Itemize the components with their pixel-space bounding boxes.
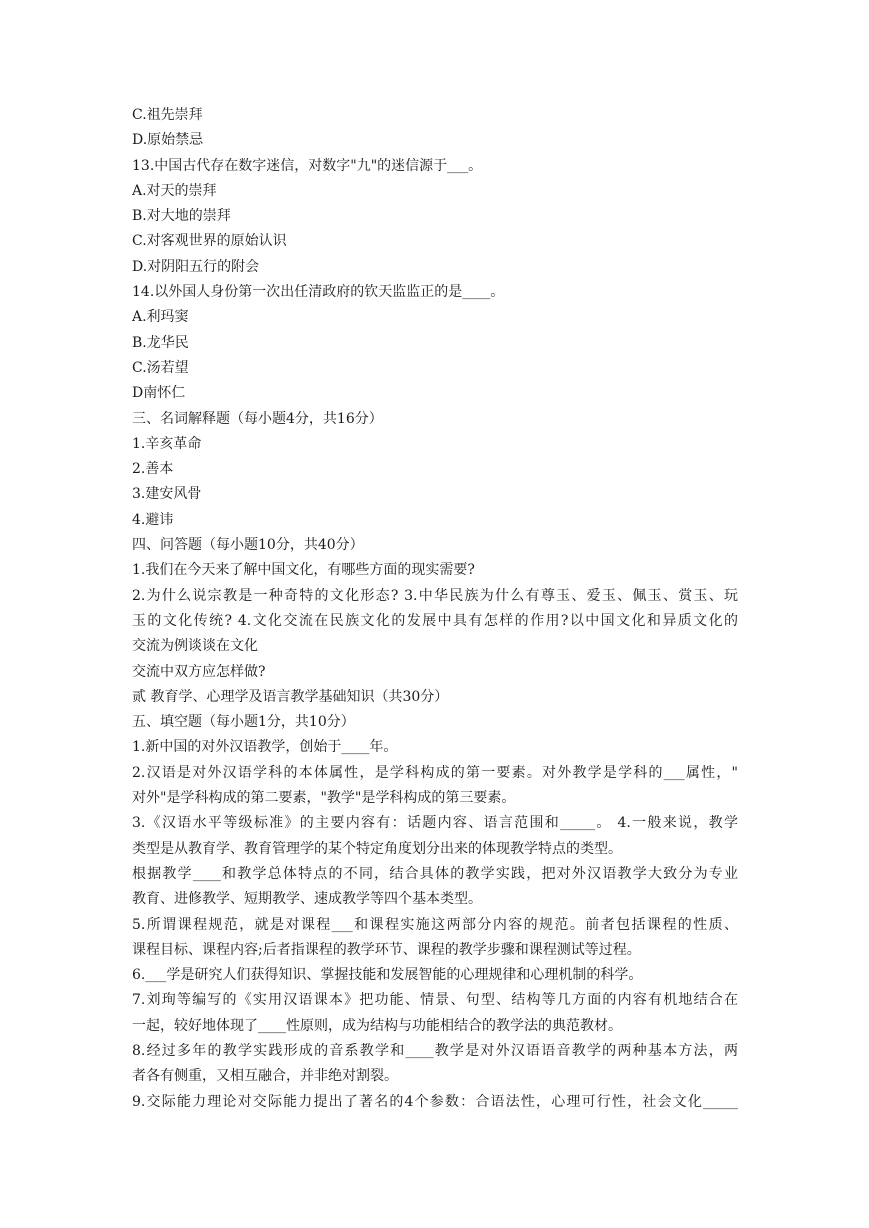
text-line: 四、问答题（每小题10分，共40分） xyxy=(132,537,364,554)
text-line: 贰 教育学、心理学及语言教学基础知识（共30分） xyxy=(132,688,449,705)
text-line: 1.辛亥革命 xyxy=(132,435,202,452)
text-line: 玉的文化传统? 4.文化交流在民族文化的发展中具有怎样的作用?以中国文化和异质文化的 xyxy=(132,612,738,629)
text-line: 3.建安风骨 xyxy=(132,486,202,503)
text-line: D.对阴阳五行的附会 xyxy=(132,258,260,275)
text-line: C.对客观世界的原始认识 xyxy=(132,233,287,250)
text-line: 1.新中国的对外汉语教学，创始于____年。 xyxy=(132,739,398,756)
text-line: D南怀仁 xyxy=(132,385,186,402)
text-line: A.对天的崇拜 xyxy=(132,182,217,199)
text-line: 交流为例谈谈在文化 xyxy=(132,638,258,655)
text-line: B.对大地的崇拜 xyxy=(132,208,231,225)
text-line: 13.中国古代存在数字迷信，对数字"九"的迷信源于___。 xyxy=(132,157,483,174)
text-line: 3.《汉语水平等级标准》的主要内容有：话题内容、语言范围和_____。 4.一般来说，教学 xyxy=(132,815,738,832)
text-line: 根据教学____和教学总体特点的不同，结合具体的教学实践，把对外汉语教学大致分为专业 xyxy=(132,865,738,882)
text-line: 14.以外国人身份第一次出任清政府的钦天监监正的是____。 xyxy=(132,284,505,301)
text-line: 五、填空题（每小题1分，共10分） xyxy=(132,714,355,731)
text-line: 4.避讳 xyxy=(132,511,174,528)
text-line: 教育、进修教学、短期教学、速成教学等四个基本类型。 xyxy=(132,891,482,908)
document-page xyxy=(132,103,738,1115)
text-line: C.汤若望 xyxy=(132,359,189,376)
text-line: 对外"是学科构成的第二要素，"教学"是学科构成的第三要素。 xyxy=(132,790,516,807)
text-line: 5.所谓课程规范，就是对课程___和课程实施这两部分内容的规范。前者包括课程的性质、 xyxy=(132,916,738,933)
text-line: 一起，较好地体现了____性原则，成为结构与功能相结合的教学法的典范教材。 xyxy=(132,1017,622,1034)
text-line: 交流中双方应怎样做? xyxy=(132,663,266,680)
text-line: 7.刘珣等编写的《实用汉语课本》把功能、情景、句型、结构等几方面的内容有机地结合在 xyxy=(132,992,738,1009)
text-line: A.利玛窦 xyxy=(132,309,189,326)
text-line: B.龙华民 xyxy=(132,334,189,351)
text-line: 1.我们在今天来了解中国文化，有哪些方面的现实需要? xyxy=(132,562,475,579)
text-line: 三、名词解释题（每小题4分，共16分） xyxy=(132,410,383,427)
text-line: 9.交际能力理论对交际能力提出了著名的4个参数：合语法性，心理可行性，社会文化_____ xyxy=(132,1093,738,1110)
text-line: 8.经过多年的教学实践形成的音系教学和____教学是对外汉语语音教学的两种基本方法，两 xyxy=(132,1042,738,1059)
text-line: 者各有侧重，又相互融合，并非绝对割裂。 xyxy=(132,1068,398,1085)
text-line: D.原始禁忌 xyxy=(132,132,204,149)
text-line: C.祖先崇拜 xyxy=(132,107,203,123)
text-line: 6.___学是研究人们获得知识、掌握技能和发展智能的心理规律和心理机制的科学。 xyxy=(132,967,643,984)
text-line: 课程目标、课程内容;后者指课程的教学环节、课程的教学步骤和课程测试等过程。 xyxy=(132,941,641,958)
text-line: 2.为什么说宗教是一种奇特的文化形态? 3.中华民族为什么有尊玉、爱玉、佩玉、赏玉、玩 xyxy=(132,587,738,604)
text-line: 2.善本 xyxy=(132,461,174,478)
text-line: 2.汉语是对外汉语学科的本体属性，是学科构成的第一要素。对外教学是学科的___属性，" xyxy=(132,764,738,781)
text-line: 类型是从教育学、教育管理学的某个特定角度划分出来的体现教学特点的类型。 xyxy=(132,840,622,857)
